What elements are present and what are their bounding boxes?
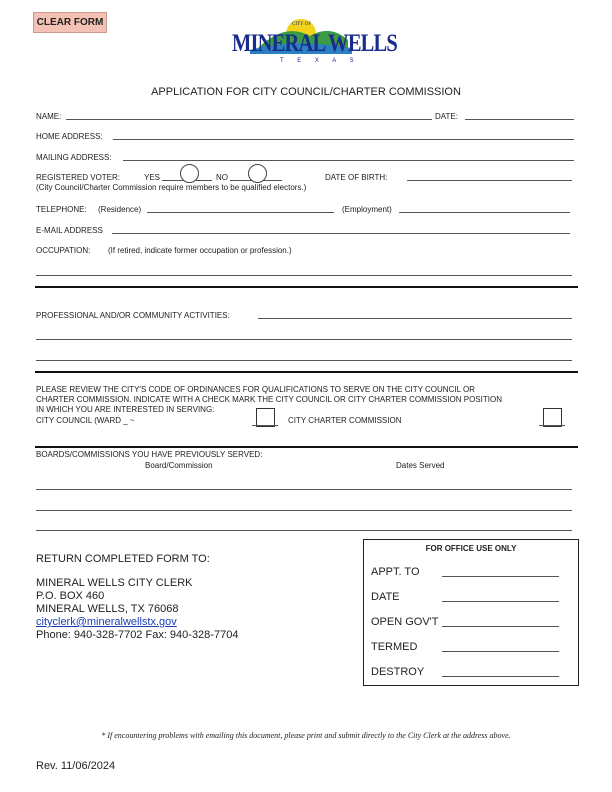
office-termed-input[interactable] [442, 651, 559, 652]
occupation-note: (If retired, indicate former occupation or profession.) [108, 246, 292, 255]
boards-input-2[interactable] [36, 510, 572, 511]
revision-date: Rev. 11/06/2024 [36, 760, 116, 772]
footer-note: * If encountering problems with emailing this document, please print and submit directly to the City Clerk at the address above. [101, 731, 511, 740]
residence-phone-input[interactable] [147, 212, 334, 213]
professional-input-3[interactable] [36, 360, 572, 361]
review-line-1: PLEASE REVIEW THE CITY'S CODE OF ORDINANCES FOR QUALIFICATIONS TO SERVE ON THE CITY COUNCIL OR [36, 385, 475, 394]
charter-check-line [539, 425, 565, 426]
professional-input-1[interactable] [258, 318, 572, 319]
occupation-label: OCCUPATION: [36, 246, 91, 255]
return-line-3: MINERAL WELLS, TX 76068 [36, 603, 179, 615]
name-label: NAME: [36, 112, 62, 121]
section-divider [35, 371, 578, 373]
home-address-input[interactable] [113, 139, 574, 140]
return-line-2: P.O. BOX 460 [36, 590, 105, 602]
city-council-label: CITY COUNCIL (WARD _ ~ [36, 416, 135, 425]
dob-label: DATE OF BIRTH: [325, 173, 388, 182]
logo-name: MINERAL WELLS [232, 30, 397, 57]
city-logo [230, 8, 397, 70]
boards-col-dates: Dates Served [396, 461, 445, 470]
boards-heading: BOARDS/COMMISSIONS YOU HAVE PREVIOUSLY SERVED: [36, 450, 263, 459]
return-line-1: MINERAL WELLS CITY CLERK [36, 577, 193, 589]
no-label: NO [216, 173, 228, 182]
office-date-input[interactable] [442, 601, 559, 602]
office-appt-input[interactable] [442, 576, 559, 577]
name-input[interactable] [66, 119, 432, 120]
voter-note: (City Council/Charter Commission require members to be qualified electors.) [36, 183, 307, 192]
mailing-address-label: MAILING ADDRESS: [36, 153, 112, 162]
office-heading: FOR OFFICE USE ONLY [425, 544, 517, 553]
office-termed-label: TERMED [371, 641, 418, 653]
telephone-label: TELEPHONE: [36, 205, 87, 214]
dob-input[interactable] [407, 180, 572, 181]
return-heading: RETURN COMPLETED FORM TO: [36, 553, 210, 565]
review-line-2: CHARTER COMMISSION. INDICATE WITH A CHECK MARK THE CITY COUNCIL OR CITY CHARTER COMMISSION POSITION [36, 395, 502, 404]
office-destroy-input[interactable] [442, 676, 559, 677]
review-line-3: IN WHICH YOU ARE INTERESTED IN SERVING: [36, 405, 215, 414]
occupation-input[interactable] [36, 275, 572, 276]
professional-input-2[interactable] [36, 339, 572, 340]
boards-input-3[interactable] [36, 530, 572, 531]
council-check-line [252, 425, 278, 426]
professional-label: PROFESSIONAL AND/OR COMMUNITY ACTIVITIES: [36, 311, 230, 320]
office-use-box [363, 539, 579, 686]
office-destroy-label: DESTROY [371, 666, 425, 678]
voter-no-radio[interactable] [248, 164, 267, 183]
email-label: E-MAIL ADDRESS [36, 226, 103, 235]
boards-input-1[interactable] [36, 489, 572, 490]
logo-state: T E X A S [280, 58, 360, 64]
clerk-email-link[interactable]: cityclerk@mineralwellstx.gov [36, 616, 177, 628]
clear-form-button[interactable]: CLEAR FORM [33, 12, 107, 33]
section-divider [35, 286, 578, 288]
email-input[interactable] [112, 233, 570, 234]
boards-col-board: Board/Commission [145, 461, 213, 470]
date-input[interactable] [465, 119, 574, 120]
mailing-address-input[interactable] [123, 160, 574, 161]
office-appt-label: APPT. TO [371, 566, 420, 578]
charter-commission-label: CITY CHARTER COMMISSION [288, 416, 402, 425]
form-title: APPLICATION FOR CITY COUNCIL/CHARTER COMMISSION [151, 86, 461, 98]
logo-city-of: CITY OF [292, 22, 312, 27]
home-address-label: HOME ADDRESS: [36, 132, 103, 141]
section-divider [35, 446, 578, 448]
registered-voter-label: REGISTERED VOTER: [36, 173, 121, 182]
date-label: DATE: [435, 112, 458, 121]
employment-label: (Employment) [342, 205, 392, 214]
return-phone: Phone: 940-328-7702 Fax: 940-328-7704 [36, 629, 239, 641]
voter-yes-radio[interactable] [180, 164, 199, 183]
yes-label: YES [144, 173, 161, 182]
employment-phone-input[interactable] [399, 212, 570, 213]
office-open-govt-label: OPEN GOV'T [371, 616, 439, 628]
office-date-label: DATE [371, 591, 400, 603]
office-open-govt-input[interactable] [442, 626, 559, 627]
residence-label: (Residence) [98, 205, 142, 214]
